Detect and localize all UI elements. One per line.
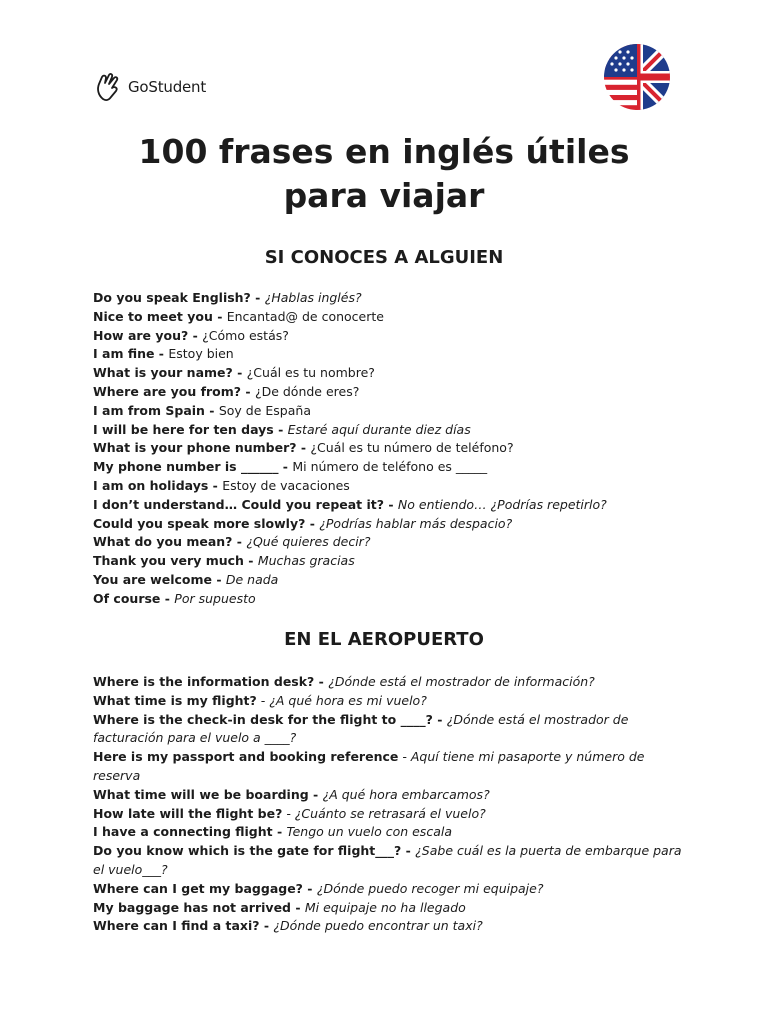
phrase-english: How are you? - xyxy=(93,327,203,343)
phrase-item xyxy=(93,786,683,805)
phrase-english: Thank you very much - xyxy=(93,553,258,569)
phrase-spanish: Soy de España xyxy=(218,402,311,418)
phrase-english: My phone number is ______ - xyxy=(93,459,293,475)
phrase-item xyxy=(93,345,683,364)
phrase-english: Where is the information desk? - xyxy=(93,674,329,689)
phrase-spanish: Mi número de teléfono es _____ xyxy=(292,459,488,475)
phrase-english: What is your name? - xyxy=(93,365,247,381)
phrase-spanish: ¿Dónde puedo encontrar un taxi? xyxy=(273,918,483,934)
phrase-item xyxy=(93,805,683,824)
phrase-item xyxy=(93,748,683,786)
phrase-english: What time is my flight? xyxy=(93,692,257,708)
phrase-list-meeting xyxy=(93,289,683,609)
phrase-english: I have a connecting flight - xyxy=(93,824,287,840)
phrase-english: You are welcome - xyxy=(93,571,226,587)
phrase-spanish: Tengo un vuelo con escala xyxy=(286,824,452,840)
phrase-english: Where can I find a taxi? - xyxy=(93,918,274,934)
phrase-spanish: ¿Cómo estás? xyxy=(202,327,289,343)
phrase-spanish: Muchas gracias xyxy=(257,553,355,569)
phrase-list-airport xyxy=(93,673,683,936)
page-title xyxy=(0,130,768,218)
phrase-spanish: - ¿A qué hora es mi vuelo? xyxy=(256,692,427,708)
phrase-item xyxy=(93,842,683,880)
phrase-spanish: ¿De dónde eres? xyxy=(254,383,360,399)
phrase-english: What do you mean? - xyxy=(93,534,247,550)
phrase-english: Where are you from? - xyxy=(93,383,255,399)
phrase-english: Do you know which is the gate for flight___? - xyxy=(93,843,416,859)
phrase-item xyxy=(93,477,683,496)
phrase-spanish: ¿Hablas inglés? xyxy=(264,290,362,305)
phrase-spanish: Por supuesto xyxy=(174,590,256,606)
brand-logo xyxy=(94,72,206,102)
phrase-spanish: Mi equipaje no ha llegado xyxy=(304,899,466,915)
phrase-item xyxy=(93,571,683,590)
phrase-item xyxy=(93,590,683,609)
phrase-item xyxy=(93,673,683,692)
gostudent-logo-icon xyxy=(94,72,122,102)
phrase-english: My baggage has not arrived - xyxy=(93,899,305,915)
phrase-item xyxy=(93,515,683,534)
phrase-english: I am on holidays - xyxy=(93,477,223,493)
phrase-spanish: ¿Cuál es tu número de teléfono? xyxy=(310,440,514,456)
phrase-spanish: ¿Dónde está el mostrador de facturación para el vuelo a ____? xyxy=(93,711,629,746)
phrase-spanish: De nada xyxy=(225,571,279,587)
phrase-item xyxy=(93,458,683,477)
phrase-item xyxy=(93,421,683,440)
section-heading-meeting: SI CONOCES A ALGUIEN xyxy=(264,247,504,268)
phrase-spanish: Encantad@ de conocerte xyxy=(226,308,384,324)
phrase-english: Here is my passport and booking reference xyxy=(93,749,399,765)
phrase-english: How late will the flight be? xyxy=(93,805,283,821)
phrase-english: I don’t understand… Could you repeat it? - xyxy=(93,496,398,512)
phrase-item xyxy=(93,533,683,552)
phrase-item xyxy=(93,552,683,571)
phrase-item xyxy=(93,711,683,749)
phrase-item xyxy=(93,880,683,899)
phrase-item xyxy=(93,899,683,918)
title-line-2: para viajar xyxy=(283,176,485,215)
phrase-spanish: ¿Dónde puedo recoger mi equipaje? xyxy=(316,880,544,896)
phrase-item xyxy=(93,289,683,308)
title-line-1: 100 frases en inglés útiles xyxy=(138,132,630,171)
section-heading-airport: EN EL AEROPUERTO xyxy=(284,629,484,650)
phrase-spanish: ¿A qué hora embarcamos? xyxy=(322,786,490,802)
phrase-english: Do you speak English? - xyxy=(93,290,265,305)
phrase-spanish: ¿Sabe cuál es la puerta de embarque para el vuelo___? xyxy=(93,843,682,877)
phrase-english: I will be here for ten days - xyxy=(93,421,288,437)
phrase-english: What is your phone number? - xyxy=(93,440,311,456)
phrase-english: I am fine - xyxy=(93,346,169,362)
phrase-english: Of course - xyxy=(93,590,175,606)
phrase-spanish: Estoy de vacaciones xyxy=(222,477,350,493)
phrase-english: Where is the check-in desk for the flight to ____? - xyxy=(93,711,447,727)
phrase-item xyxy=(93,823,683,842)
phrase-item xyxy=(93,327,683,346)
phrase-item xyxy=(93,439,683,458)
phrase-spanish: Estoy bien xyxy=(168,346,234,362)
phrase-item xyxy=(93,917,683,936)
brand-name: GoStudent xyxy=(128,78,207,96)
phrase-spanish: ¿Cuál es tu nombre? xyxy=(246,365,375,381)
phrase-spanish: ¿Qué quieres decir? xyxy=(246,534,371,550)
phrase-spanish: Estaré aquí durante diez días xyxy=(287,421,471,437)
phrase-english: Nice to meet you - xyxy=(93,308,227,324)
phrase-item xyxy=(93,308,683,327)
phrase-item xyxy=(93,364,683,383)
phrase-item xyxy=(93,496,683,515)
phrase-english: Where can I get my baggage? - xyxy=(93,880,317,896)
uk-us-flag-icon xyxy=(604,44,670,110)
phrase-spanish: ¿Dónde está el mostrador de información? xyxy=(328,674,595,689)
phrase-spanish: - Aquí tiene mi pasaporte y número de reserva xyxy=(93,749,645,783)
phrase-item xyxy=(93,692,683,711)
phrase-english: What time will we be boarding - xyxy=(93,786,323,802)
phrase-spanish: - ¿Cuánto se retrasará el vuelo? xyxy=(282,805,486,821)
phrase-english: I am from Spain - xyxy=(93,402,219,418)
phrase-spanish: No entiendo… ¿Podrías repetirlo? xyxy=(397,496,607,512)
phrase-english: Could you speak more slowly? - xyxy=(93,515,320,531)
phrase-spanish: ¿Podrías hablar más despacio? xyxy=(319,515,513,531)
phrase-item xyxy=(93,402,683,421)
phrase-item xyxy=(93,383,683,402)
